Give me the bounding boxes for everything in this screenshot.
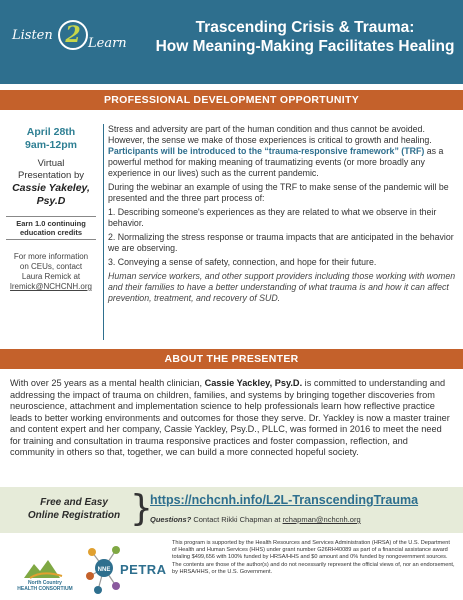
questions-label: Questions? bbox=[150, 515, 192, 524]
session-description bbox=[108, 124, 456, 307]
more-line-2: on CEUs, contact bbox=[19, 262, 83, 271]
format-line-1: Virtual bbox=[37, 158, 65, 169]
description-paragraph-1 bbox=[108, 124, 456, 179]
format-line-2: Presentation by bbox=[17, 170, 84, 181]
description-intro-rest: as a powerful method for making meaning of traumatizing events (or more broadly any experience in our lives) such as the current pandemic. bbox=[108, 146, 444, 178]
petra-wordmark: PETRA bbox=[120, 562, 167, 577]
brace-divider: } bbox=[130, 488, 153, 529]
registration-band bbox=[0, 487, 463, 533]
presenter-line-1: Cassie Yakeley, bbox=[12, 182, 90, 194]
section-heading-about-presenter: ABOUT THE PRESENTER bbox=[0, 349, 463, 369]
logo-word-listen: Listen bbox=[12, 28, 53, 43]
column-divider bbox=[103, 124, 104, 340]
event-details bbox=[6, 126, 96, 292]
ceu-contact-info bbox=[6, 252, 96, 292]
bio-body: is committed to understanding and addressing the impact of trauma on children, families, and systems by bringing together discoveries from neuroscience, attachment and implementation science to help professionals learn how reflective practice leads to better working environments and outcomes for those they serve. Dr. Yackley is now a master trainer and content expert and her company, Cassie Yackley, Psy.D., PLLC, was formed in 2016 to meet the need for training and consultation in trauma responsive practices and foster compassion, reflection, and community in others so that, together, we can build a more connected hopeful society. bbox=[10, 378, 450, 457]
target-audience-note: Human service workers, and other support providers including those working with women and their families to have a better understanding of what trauma is and how it can affect prevention, treatment, and recovery of SUD. bbox=[108, 271, 456, 303]
listen-2-learn-logo bbox=[6, 6, 136, 76]
more-line-1: For more information bbox=[13, 252, 89, 261]
presenter-bio bbox=[10, 378, 454, 459]
funding-disclaimer: This program is supported by the Health Resources and Services Administration (HRSA) of the U.S. Department of Health and Human Services (HHS) under grant number G26RH40089 as part of a financial assistance award totaling $499,656 with 100% funded by HRSA/HHS and $0 amount and 0% funded by nongovernment sources. The contents are those of the author(s) and do not necessarily represent the official views of, nor an endorsement, by HRSA/HHS, or the U.S. Government. bbox=[172, 540, 455, 575]
bio-intro: With over 25 years as a mental health clinician, bbox=[10, 378, 205, 388]
registration-link[interactable]: https://nchcnh.info/L2L-TranscendingTrauma bbox=[150, 493, 419, 507]
event-date: April 28th bbox=[26, 126, 76, 138]
ceu-contact-email-link[interactable]: lremick@NCHCNH.org bbox=[10, 282, 92, 291]
more-line-3: Laura Remick at bbox=[21, 272, 81, 281]
title-line-1: Trascending Crisis & Trauma: bbox=[195, 19, 415, 36]
tagline-line-1: Free and Easy bbox=[40, 497, 108, 508]
description-intro-text: Stress and adversity are part of the human condition and thus cannot be avoided. However, the sense we make of those experiences is critical to growth and healing. bbox=[108, 124, 432, 145]
presenter-name bbox=[6, 182, 96, 208]
contact-email-link[interactable]: rchapman@nchcnh.org bbox=[282, 515, 361, 524]
contact-text: Contact Rikki Chapman at bbox=[191, 515, 283, 524]
credits-line-1: Earn 1.0 continuing bbox=[16, 219, 86, 228]
header-banner bbox=[0, 0, 463, 84]
petra-logo bbox=[86, 542, 166, 596]
process-step-3: 3. Conveying a sense of safety, connection, and hope for their future. bbox=[108, 257, 377, 267]
title-line-2: How Meaning-Making Facilitates Healing bbox=[155, 38, 455, 55]
event-time: 9am-12pm bbox=[25, 139, 77, 151]
process-step-2: 2. Normalizing the stress response or trauma impacts that are anticipated in the behavior we are observing. bbox=[108, 232, 454, 253]
description-highlight: Participants will be introduced to the “trauma-responsive framework” (TRF) bbox=[108, 146, 425, 156]
description-paragraph-2: During the webinar an example of using the TRF to make sense of the pandemic will be presented and the three part process of: bbox=[108, 182, 449, 203]
section-heading-professional-development: PROFESSIONAL DEVELOPMENT OPPORTUNITY bbox=[0, 90, 463, 110]
bio-presenter-name: Cassie Yackley, Psy.D. bbox=[204, 378, 303, 388]
north-country-logo bbox=[10, 556, 80, 592]
page-title bbox=[152, 18, 458, 56]
presenter-line-2: Psy.D bbox=[36, 195, 66, 207]
registration-tagline bbox=[20, 496, 128, 522]
credits-line-2: education credits bbox=[19, 228, 83, 237]
tagline-line-2: Online Registration bbox=[27, 510, 121, 521]
petra-badge-text: NNE bbox=[97, 567, 111, 573]
questions-contact bbox=[150, 515, 361, 524]
logo1-line-2: HEALTH CONSORTIUM bbox=[17, 586, 73, 592]
process-step-1: 1. Describing someone's experiences as they are related to what we observe in their behavior. bbox=[108, 207, 437, 228]
logo-word-learn: Learn bbox=[88, 36, 127, 51]
north-country-mountain-icon bbox=[10, 556, 80, 580]
event-format bbox=[6, 158, 96, 182]
logo1-line-1: North Country bbox=[28, 580, 62, 586]
credits-note bbox=[6, 216, 96, 240]
logo-number: 2 bbox=[58, 20, 88, 50]
